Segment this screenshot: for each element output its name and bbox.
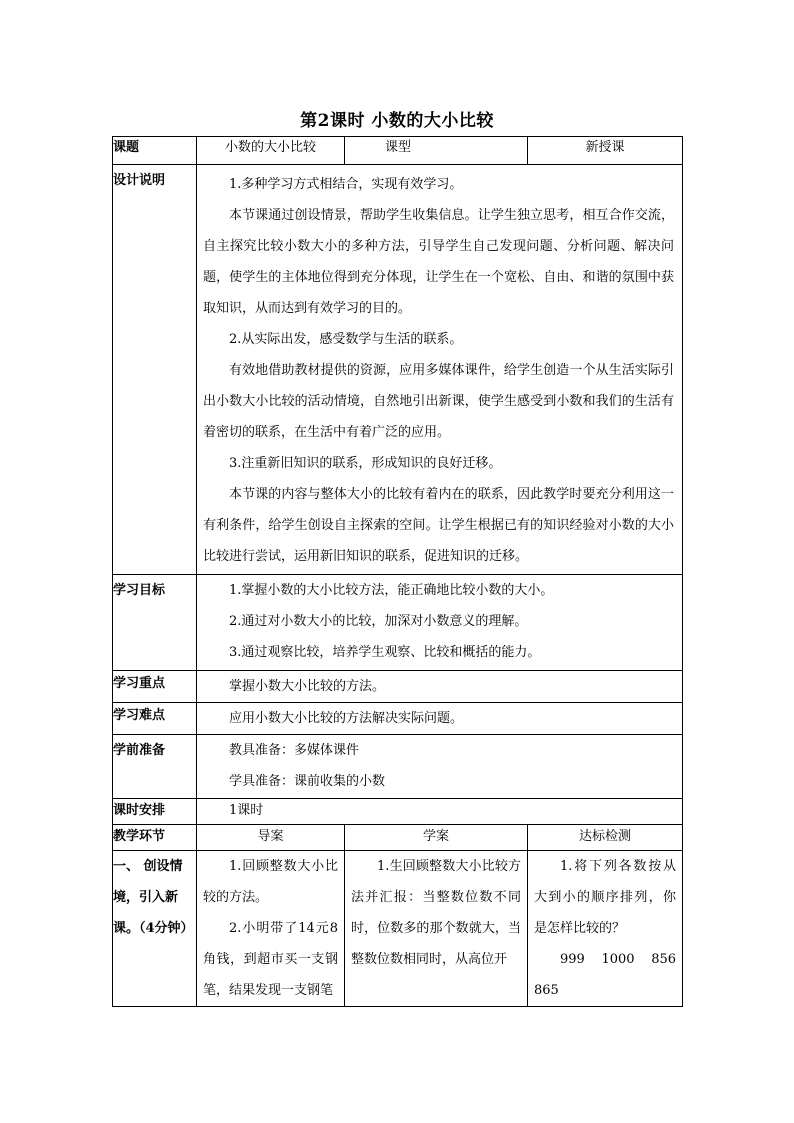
design-paragraph: 本节课通过创设情景，帮助学生收集信息。让学生独立思考，相互合作交流，自主探究比较小数大小的多种方法，引导学生自己发现问题、分析问题、解决问题，使学生的主体地位得到充分体现，让学生在一个宽松、自由、和谐的氛围中获取知识，从而达到有效学习的目的。 bbox=[203, 208, 675, 316]
guide-item: 2.小明带了14元8角钱，到超市买一支钢笔，结果发现一支钢笔 bbox=[203, 921, 338, 998]
design-paragraph: 本节课的内容与整体大小的比较有着内在的联系，因此教学时要充分利用这一有利条件，给学生创设自主探索的空间。让学生根据已有的知识经验对小数的大小比较进行尝试，运用新旧知识的联系，促进知识的迁移。 bbox=[203, 487, 675, 564]
key-point-row bbox=[113, 671, 683, 703]
topic-value: 小数的大小比较 bbox=[197, 137, 345, 165]
header-row bbox=[113, 137, 683, 165]
goals-label: 学习目标 bbox=[113, 575, 197, 671]
goal-item: 1.掌握小数的大小比较方法，能正确地比较小数的大小。 bbox=[229, 583, 554, 598]
student-preparation: 学具准备：课前收集的小数 bbox=[229, 774, 386, 789]
design-paragraph: 有效地借助教材提供的资源，应用多媒体课件，给学生创造一个从生活实际引出小数大小比较的活动情境，自然地引出新课，使学生感受到小数和我们的生活有着密切的联系，在生活中有着广泛的应用。 bbox=[203, 363, 675, 440]
goals-content bbox=[197, 575, 683, 671]
guide-header: 导案 bbox=[197, 825, 345, 851]
preparation-row bbox=[113, 735, 683, 799]
teaching-row bbox=[113, 851, 683, 1007]
schedule-value bbox=[197, 799, 683, 825]
design-paragraph: 1.多种学习方式相结合，实现有效学习。 bbox=[229, 177, 463, 192]
key-point-text: 掌握小数大小比较的方法。 bbox=[229, 679, 386, 694]
lesson-plan-table bbox=[112, 136, 683, 1007]
difficulty-row bbox=[113, 703, 683, 735]
guide-cell bbox=[197, 851, 345, 1007]
study-header: 学案 bbox=[345, 825, 528, 851]
teaching-header-row bbox=[113, 825, 683, 851]
teacher-preparation: 教具准备：多媒体课件 bbox=[229, 743, 360, 758]
page-title: 第2课时 小数的大小比较 bbox=[300, 111, 494, 131]
check-item: 1.将下列各数按从大到小的顺序排列，你是怎样比较的？ bbox=[534, 859, 677, 936]
study-item: 1.生回顾整数大小比较方法并汇报：当整数位数不同时，位数多的那个数就大，当整数位数相同时，从高位开 bbox=[351, 859, 522, 967]
teaching-step-cell: 一、 创设情境，引入新课。（4分钟） bbox=[113, 851, 197, 1007]
key-point-value bbox=[197, 671, 683, 703]
design-paragraph: 3.注重新旧知识的联系，形成知识的良好迁移。 bbox=[229, 456, 502, 471]
design-row bbox=[113, 165, 683, 575]
goal-item: 3.通过观察比较，培养学生观察、比较和概括的能力。 bbox=[229, 645, 541, 660]
key-point-label: 学习重点 bbox=[113, 671, 197, 703]
goals-row bbox=[113, 575, 683, 671]
teaching-step-header: 教学环节 bbox=[113, 825, 197, 851]
check-item: 999 1000 856 865 bbox=[534, 952, 677, 998]
difficulty-label: 学习难点 bbox=[113, 703, 197, 735]
difficulty-value bbox=[197, 703, 683, 735]
topic-label: 课题 bbox=[113, 137, 197, 165]
design-content bbox=[197, 165, 683, 575]
schedule-label: 课时安排 bbox=[113, 799, 197, 825]
schedule-row bbox=[113, 799, 683, 825]
design-label: 设计说明 bbox=[113, 165, 197, 575]
study-cell bbox=[345, 851, 528, 1007]
difficulty-text: 应用小数大小比较的方法解决实际问题。 bbox=[229, 711, 464, 726]
preparation-label: 学前准备 bbox=[113, 735, 197, 799]
check-cell bbox=[528, 851, 683, 1007]
goal-item: 2.通过对小数大小的比较，加深对小数意义的理解。 bbox=[229, 614, 528, 629]
design-paragraph: 2.从实际出发，感受数学与生活的联系。 bbox=[229, 332, 463, 347]
type-value: 新授课 bbox=[528, 137, 683, 165]
check-header: 达标检测 bbox=[528, 825, 683, 851]
guide-item: 1.回顾整数大小比较的方法。 bbox=[203, 859, 338, 905]
preparation-content bbox=[197, 735, 683, 799]
schedule-text: 1课时 bbox=[229, 803, 264, 818]
type-label: 课型 bbox=[345, 137, 528, 165]
